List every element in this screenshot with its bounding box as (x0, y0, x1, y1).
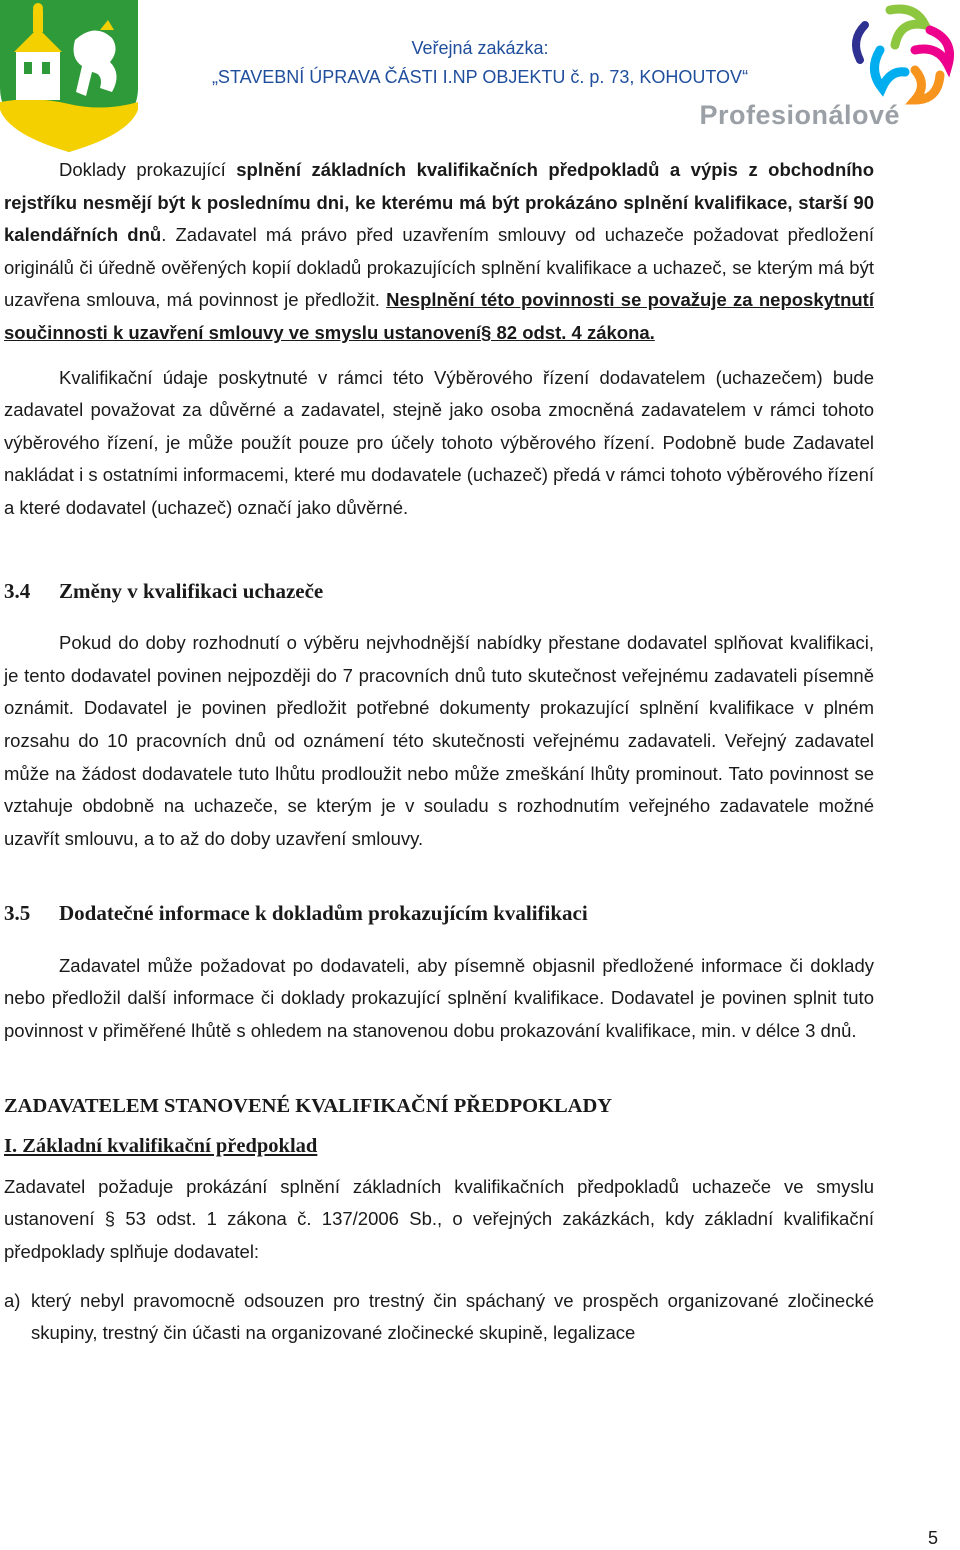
p1-text-c: . Zadavatel má právo před uzavřením smlouvy od uchazeče požadovat předložení originálů či úředně ověřených kopií dokladů prokazujících splnění kvalifikace a uchazeč, se kterým má být uzavřena smlouva, má povinnost je předložit. (4, 224, 874, 311)
p1-text-a: Doklady prokazující (59, 159, 237, 180)
section-title: Změny v kvalifikaci uchazeče (59, 578, 324, 603)
page-header (0, 0, 960, 130)
list-marker: a) (4, 1289, 21, 1311)
qualification-requirements-title: ZADAVATELEM STANOVENÉ KVALIFIKAČNÍ PŘEDPOKLADY (4, 1094, 613, 1117)
header-line-1: Veřejná zakázka: (411, 38, 549, 58)
header-line-2: „STAVEBNÍ ÚPRAVA ČÁSTI I.NP OBJEKTU č. p. 73, KOHOUTOV“ (211, 67, 749, 87)
section-3-5-text: Zadavatel může požadovat po dodavateli, aby písemně objasnil předložené informace či doklady nebo předložil další informace či doklady prokazující splnění kvalifikace. Dodavatel je povinen splnit tuto povinnost v přiměřené lhůtě s ohledem na stanovenou dobu prokazování kvalifikace, min. v délce 3 dnů. (4, 954, 874, 1042)
brand-swirl-icon (820, 0, 960, 110)
section-number: 3.5 (4, 901, 31, 926)
profesionalove-logo (660, 0, 960, 130)
section-3-4-text: Pokud do doby rozhodnutí o výběru nejvhodnější nabídky přestane dodavatel splňovat kvalifikaci, je tento dodavatel povinen nejpozději do 7 pracovních dnů tuto skutečnost veřejnému zadavateli písemně oznámit. Dodavatel je povinen předložit potřebné dokumenty prokazující splnění kvalifikace v plném rozsahu do 10 pracovních dnů od oznámení této skutečnosti veřejnému zadavateli. Veřejný zadavatel může na žádost dodavatele tuto lhůtu prodloužit nebo může zmeškání lhůty prominout. Tato povinnost se vztahuje obdobně na uchazeče, se kterým je v souladu s rozhodnutím veřejného zadavatele možné uzavřít smlouvu, a to až do doby uzavření smlouvy. (4, 632, 874, 849)
basic-qualification-subtitle: I. Základní kvalifikační předpoklad (4, 1135, 318, 1158)
list-item (4, 1285, 874, 1350)
municipal-crest-logo (0, 0, 138, 152)
document-body (4, 154, 874, 1350)
paragraph-qualification-documents (4, 154, 874, 350)
basic-qualification-text: Zadavatel požaduje prokázání splnění základních kvalifikačních předpokladů uchazeče ve smyslu ustanovení § 53 odst. 1 zákona č. 137/2006 Sb., o veřejných zakázkách, kdy základní kvalifikační předpoklady splňuje dodavatel: (4, 1175, 874, 1263)
section-number: 3.4 (4, 578, 31, 603)
section-title: Dodatečné informace k dokladům prokazujícím kvalifikaci (59, 901, 588, 926)
paragraph-confidentiality: Kvalifikační údaje poskytnuté v rámci této Výběrového řízení dodavatelem (uchazečem) bude zadavatel považovat za důvěrné a zadavatel, stejně jako osoba zmocněná zadavatelem v rámci tohoto výběrového řízení, je může použít pouze pro účely tohoto výběrového řízení. Podobně bude Zadavatel nakládat i s ostatními informacemi, které mu dodavatele (uchazeč) předá v rámci tohoto výběrového řízení a které dodavatel (uchazeč) označí jako důvěrné. (4, 366, 874, 518)
p1-bold-underlined-warning: Nesplnění této povinnosti se považuje za neposkytnutí součinnosti k uzavření smlouvy ve smyslu ustanovení§ 82 odst. 4 zákona. (4, 289, 874, 343)
section-3-4-heading (4, 575, 874, 608)
brand-name: Profesionálové (699, 100, 900, 130)
p1-bold-deadline: splnění základních kvalifikačních předpokladů a výpis z obchodního rejstříku nesmějí být k poslednímu dni, ke kterému má být prokázáno splnění kvalifikace, starší 90 kalendářních dnů (4, 159, 875, 246)
page-number: 5 (927, 1528, 938, 1548)
section-3-5-heading (4, 897, 874, 930)
list-item-text: který nebyl pravomocně odsouzen pro trestný čin spáchaný ve prospěch organizované zločinecké skupiny, trestný čin účasti na organizované zločinecké skupině, legalizace (31, 1289, 874, 1344)
